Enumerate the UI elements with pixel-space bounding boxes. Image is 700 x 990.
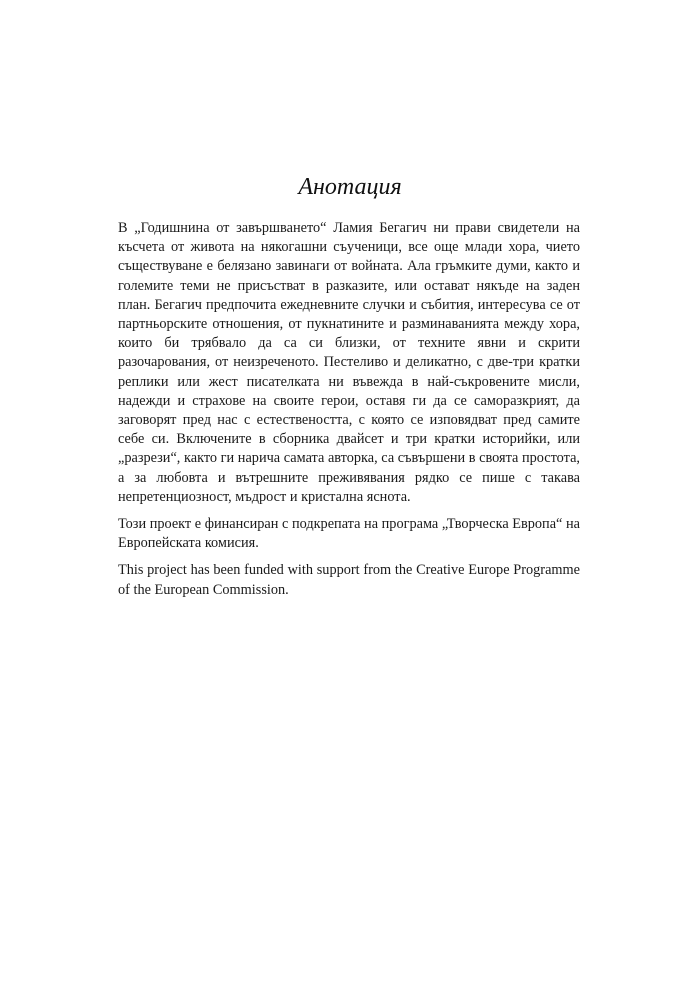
funding-note-bg: Този проект е финансиран с подкрепата на програма „Творческа Европа“ на Европейската комисия. xyxy=(118,516,580,552)
annotation-paragraph: В „Годишнина от завършването“ Ламия Бегагич ни прави свидетели на късчета от живота на някогашни съученици, все още млади хора, чието съществуване е белязано завинаги от войната. Ала гръмките думи, както и големите теми не присъстват в разказите, или остават някъде на заден план. Бегагич предпочита ежедневните случки и събития, интересува се от партньорските отношения, от пукнатините и разминаванията между хора, които би трябвало да са си близки, от техните явни и скрити разочарования, от неизреченото. Пестеливо и деликатно, с две-три кратки реплики или жест писателката ни въвежда в най-съкровените мисли, надежди и страхове на своите герои, оставя ги да се саморазкрият, да заговорят пред нас с естествеността, с която се изповядват пред самите себе си. Включените в сборника двайсет и три кратки историйки, или „разрези“, както ги нарича самата авторка, са съвършени в своята простота, а за любовта и вътрешните преживявания рядко се пише с такава непретенциозност, мъдрост и кристална яснота. xyxy=(118,220,580,505)
funding-note-en: This project has been funded with support from the Creative Europe Programme of the European Commission. xyxy=(118,562,580,598)
annotation-body xyxy=(118,219,580,608)
page-title: Анотация xyxy=(298,174,402,200)
